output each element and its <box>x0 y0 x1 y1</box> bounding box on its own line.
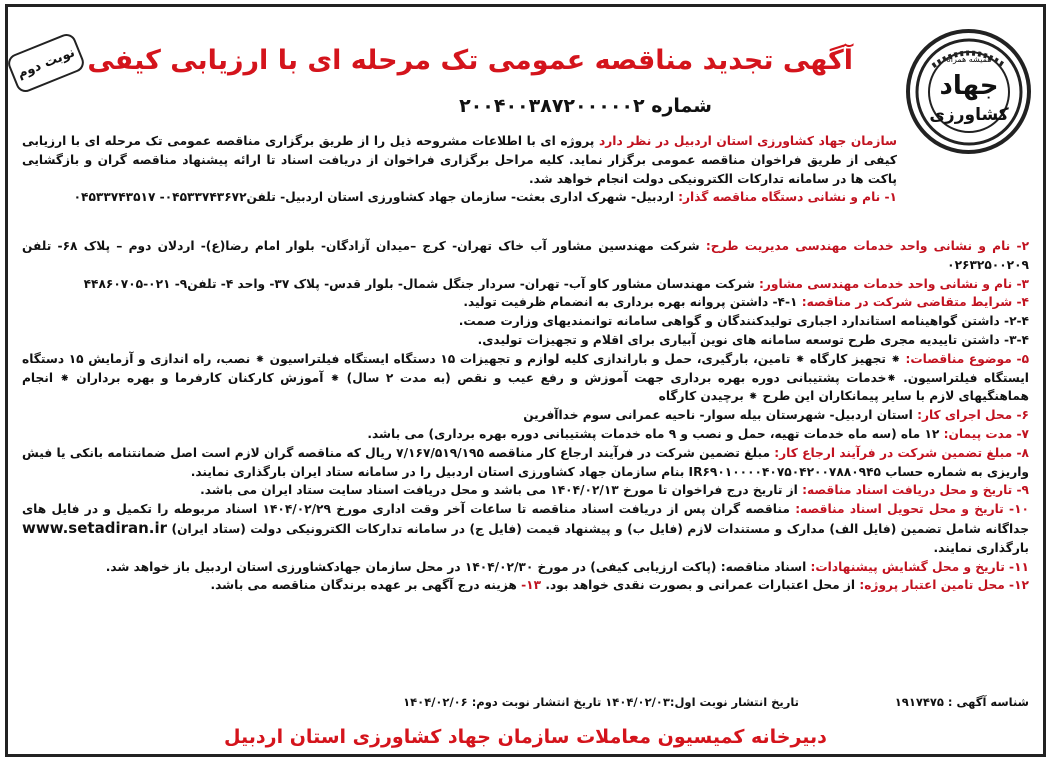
item-11-label: ۱۱- تاریخ و محل گشایش پیشنهادات: <box>810 559 1029 574</box>
ad-id: شناسه آگهی : ۱۹۱۷۴۷۵ <box>894 695 1029 709</box>
item-12-text: از محل اعتبارات عمرانی و بصورت نقدی خواهد بود. <box>545 578 856 593</box>
item-13-text: هزینه درج آگهی بر عهده برندگان مناقصه می باشد. <box>210 578 517 593</box>
item-10-text: مناقصه گران پس از دریافت اسناد مناقصه تا ساعات آخر وقت اداری مورخ ۱۴۰۴/۰۲/۲۹ اسناد مربوطه را تکمیل و در فایل های جداگانه شامل تضمین (فایل الف) مدارک و مستندات لازم (فایل ب) و پیشنهاد قیمت (فایل ج) در سامانه تدارکات الکترونیکی دولت (ستاد ایران) <box>22 502 1030 536</box>
item-1-text: اردبیل- شهرک اداری بعثت- سازمان جهاد کشاورزی استان اردبیل- تلفن۰۴۵۳۳۷۴۳۶۷۲- ۰۴۵۳۳۷۴۳۵۱۷ <box>73 190 674 205</box>
second-publication-badge: نوبت دوم <box>5 31 87 95</box>
item-4-2: ۲-۴- داشتن گواهینامه استاندارد اجباری تولیدکنندگان و گواهی سامانه توانمندیهای وزارت صمت. <box>458 314 1029 329</box>
item-4-3: ۳-۴- داشتن تاییدیه مجری طرح توسعه سامانه های نوین آبیاری برای اقلام و تجهیزات تولیدی. <box>477 332 1029 347</box>
item-9-label: ۹- تاریخ و محل دریافت اسناد مناقصه: <box>802 483 1029 498</box>
signature-line: دبیرخانه کمیسیون معاملات سازمان جهاد کشاورزی استان اردبیل <box>224 726 827 748</box>
item-5-text: ⁕ تجهیز کارگاه ⁕ تامین، بارگیری، حمل و باراندازی کلیه لوازم و تجهیزات ۱۵ دستگاه ایستگاه فیلتراسیون ⁕ نصب، راه اندازی و آزمایش ۱۵ دستگاه ایستگاه فیلتراسیون. ⁕خدمات پشتیبانی دوره بهره برداری جهت آموزش و رفع عیب و نقص (به مدت ۲ سال) ⁕ آموزش کارکنان کارفرما و بهره برداران ⁕ انجام هماهنگیهای لازم با سایر پیمانکاران این طرح ⁕ برچیدن کارگاه <box>22 351 1029 404</box>
item-13-label: ۱۳- <box>521 578 542 593</box>
intro-text: پروژه ای با اطلاعات مشروحه ذیل را از طریق برگزاری مناقصه عمومی تک مرحله ای با ارزیابی کیفی از طریق فراخوان مناقصه عمومی برگزار نماید. کلیه مراحل برگزاری فراخوان از دریافت اسناد تا ارائه پیشنهاد مناقصه گران و بازگشایی پاکت ها در سامانه تدارکات الکترونیکی دولت انجام خواهد شد. <box>22 134 897 186</box>
item-1-label: ۱- نام و نشانی دستگاه مناقصه گذار: <box>678 190 897 205</box>
item-2-label: ۲- نام و نشانی واحد خدمات مهندسی مدیریت طرح: <box>705 239 1030 253</box>
item-5-label: ۵- موضوع مناقصات: <box>905 351 1030 366</box>
logo-top-text: جهاد <box>938 70 999 101</box>
item-6-label: ۶- محل اجرای کار: <box>917 408 1029 423</box>
ad-body <box>22 132 897 207</box>
item-11-text: اسناد مناقصه: (پاکت ارزیابی کیفی) در مورخ ۱۴۰۴/۰۲/۳۰ در محل سازمان جهادکشاورزی استان اردبیل باز خواهد شد. <box>105 559 807 574</box>
item-1 <box>22 188 897 207</box>
ad-body-wide <box>22 237 1029 595</box>
item-8-text: مبلغ تضمین شرکت در فرآیند ارجاع کار مناقصه ۷/۱۶۷/۵۱۹/۱۹۵ ریال که مناقصه گران لازم است اصل ضمانتنامه بانکی یا فیش واریزی به شماره حساب IR۶۹۰۱۰۰۰۰۴۰۷۵۰۴۲۰۰۷۸۸۰۹۴۵ بنام سازمان جهاد کشاورزی استان اردبیل را در سامانه ستاد ایران بارگذاری نمایند. <box>22 445 1029 479</box>
logo-bottom-text: کشاورزی <box>928 104 1009 125</box>
item-7 <box>22 425 1029 444</box>
item-12-label: ۱۲- محل تامین اعتبار پروژه: <box>859 578 1029 593</box>
item-11 <box>22 558 1029 577</box>
intro-red: سازمان جهاد کشاورزی استان اردبیل در نظر دارد <box>599 134 898 148</box>
item-10-tail: بارگذاری نمایند. <box>933 540 1029 555</box>
item-7-label: ۷- مدت پیمان: <box>943 426 1029 441</box>
setadiran-link[interactable]: www.setadiran.ir <box>22 518 168 537</box>
item-2-text: شرکت مهندسین مشاور آب خاک تهران- کرج –میدان آزادگان- بلوار امام رضا(ع)- اردلان دوم – پلاک ۶۸- تلفن ۰۲۶۳۲۵۰۰۲۰۹ <box>22 239 1029 272</box>
publication-dates: تاریخ انتشار نوبت اول:۱۴۰۴/۰۲/۰۳ تاریخ انتشار نوبت دوم: ۱۴۰۴/۰۲/۰۶ <box>403 695 799 709</box>
tender-number: شماره ۲۰۰۴۰۰۳۸۷۲۰۰۰۰۰۲ <box>459 95 712 117</box>
item-10-label: ۱۰- تاریخ و محل تحویل اسناد مناقصه: <box>795 502 1029 517</box>
item-6 <box>22 406 1029 425</box>
item-8-label: ۸- مبلغ تضمین شرکت در فرآیند ارجاع کار: <box>774 445 1029 460</box>
header <box>8 7 1043 132</box>
publication-info <box>22 695 1029 717</box>
item-3 <box>22 275 1029 294</box>
item-5 <box>22 350 1029 406</box>
item-4-text: ۱-۴- داشتن پروانه بهره برداری به انضمام ظرفیت تولید. <box>463 295 798 310</box>
item-8 <box>22 444 1029 482</box>
logo-ring-text: همیشه همراه <box>946 54 991 64</box>
item-9-text: از تاریخ درج فراخوان تا مورخ ۱۴۰۴/۰۲/۱۳ می باشد و محل دریافت اسناد سایت ستاد ایران می باشد. <box>200 483 798 498</box>
item-9 <box>22 481 1029 500</box>
intro-paragraph <box>22 132 897 188</box>
ad-title: آگهی تجدید مناقصه عمومی تک مرحله ای با ارزیابی کیفی <box>87 45 853 76</box>
item-12 <box>22 576 1029 595</box>
item-3-text: شرکت مهندسان مشاور کاو آب- تهران- سردار جنگل شمال- بلوار قدس- پلاک ۳۷- واحد ۴- تلفن۹- ۰۲۱-۴۴۸۶۰۷۰۵ <box>83 276 755 291</box>
jahad-keshavarzi-logo <box>906 29 1031 154</box>
item-3-label: ۳- نام و نشانی واحد خدمات مهندسی مشاور: <box>758 276 1029 291</box>
logo-emblem-icon <box>913 36 1025 148</box>
item-4-label: ۴- شرایط متقاضی شرکت در مناقصه: <box>801 295 1029 310</box>
advertisement-page <box>5 4 1046 757</box>
item-6-text: استان اردبیل- شهرستان بیله سوار- ناحیه عمرانی سوم خداآفرین <box>523 408 913 423</box>
item-4 <box>22 293 1029 312</box>
item-2 <box>22 237 1029 275</box>
item-10 <box>22 500 1029 557</box>
item-7-text: ۱۲ ماه (سه ماه خدمات تهیه، حمل و نصب و ۹ ماه خدمات پشتیبانی دوره بهره برداری) می باشد. <box>367 426 940 441</box>
